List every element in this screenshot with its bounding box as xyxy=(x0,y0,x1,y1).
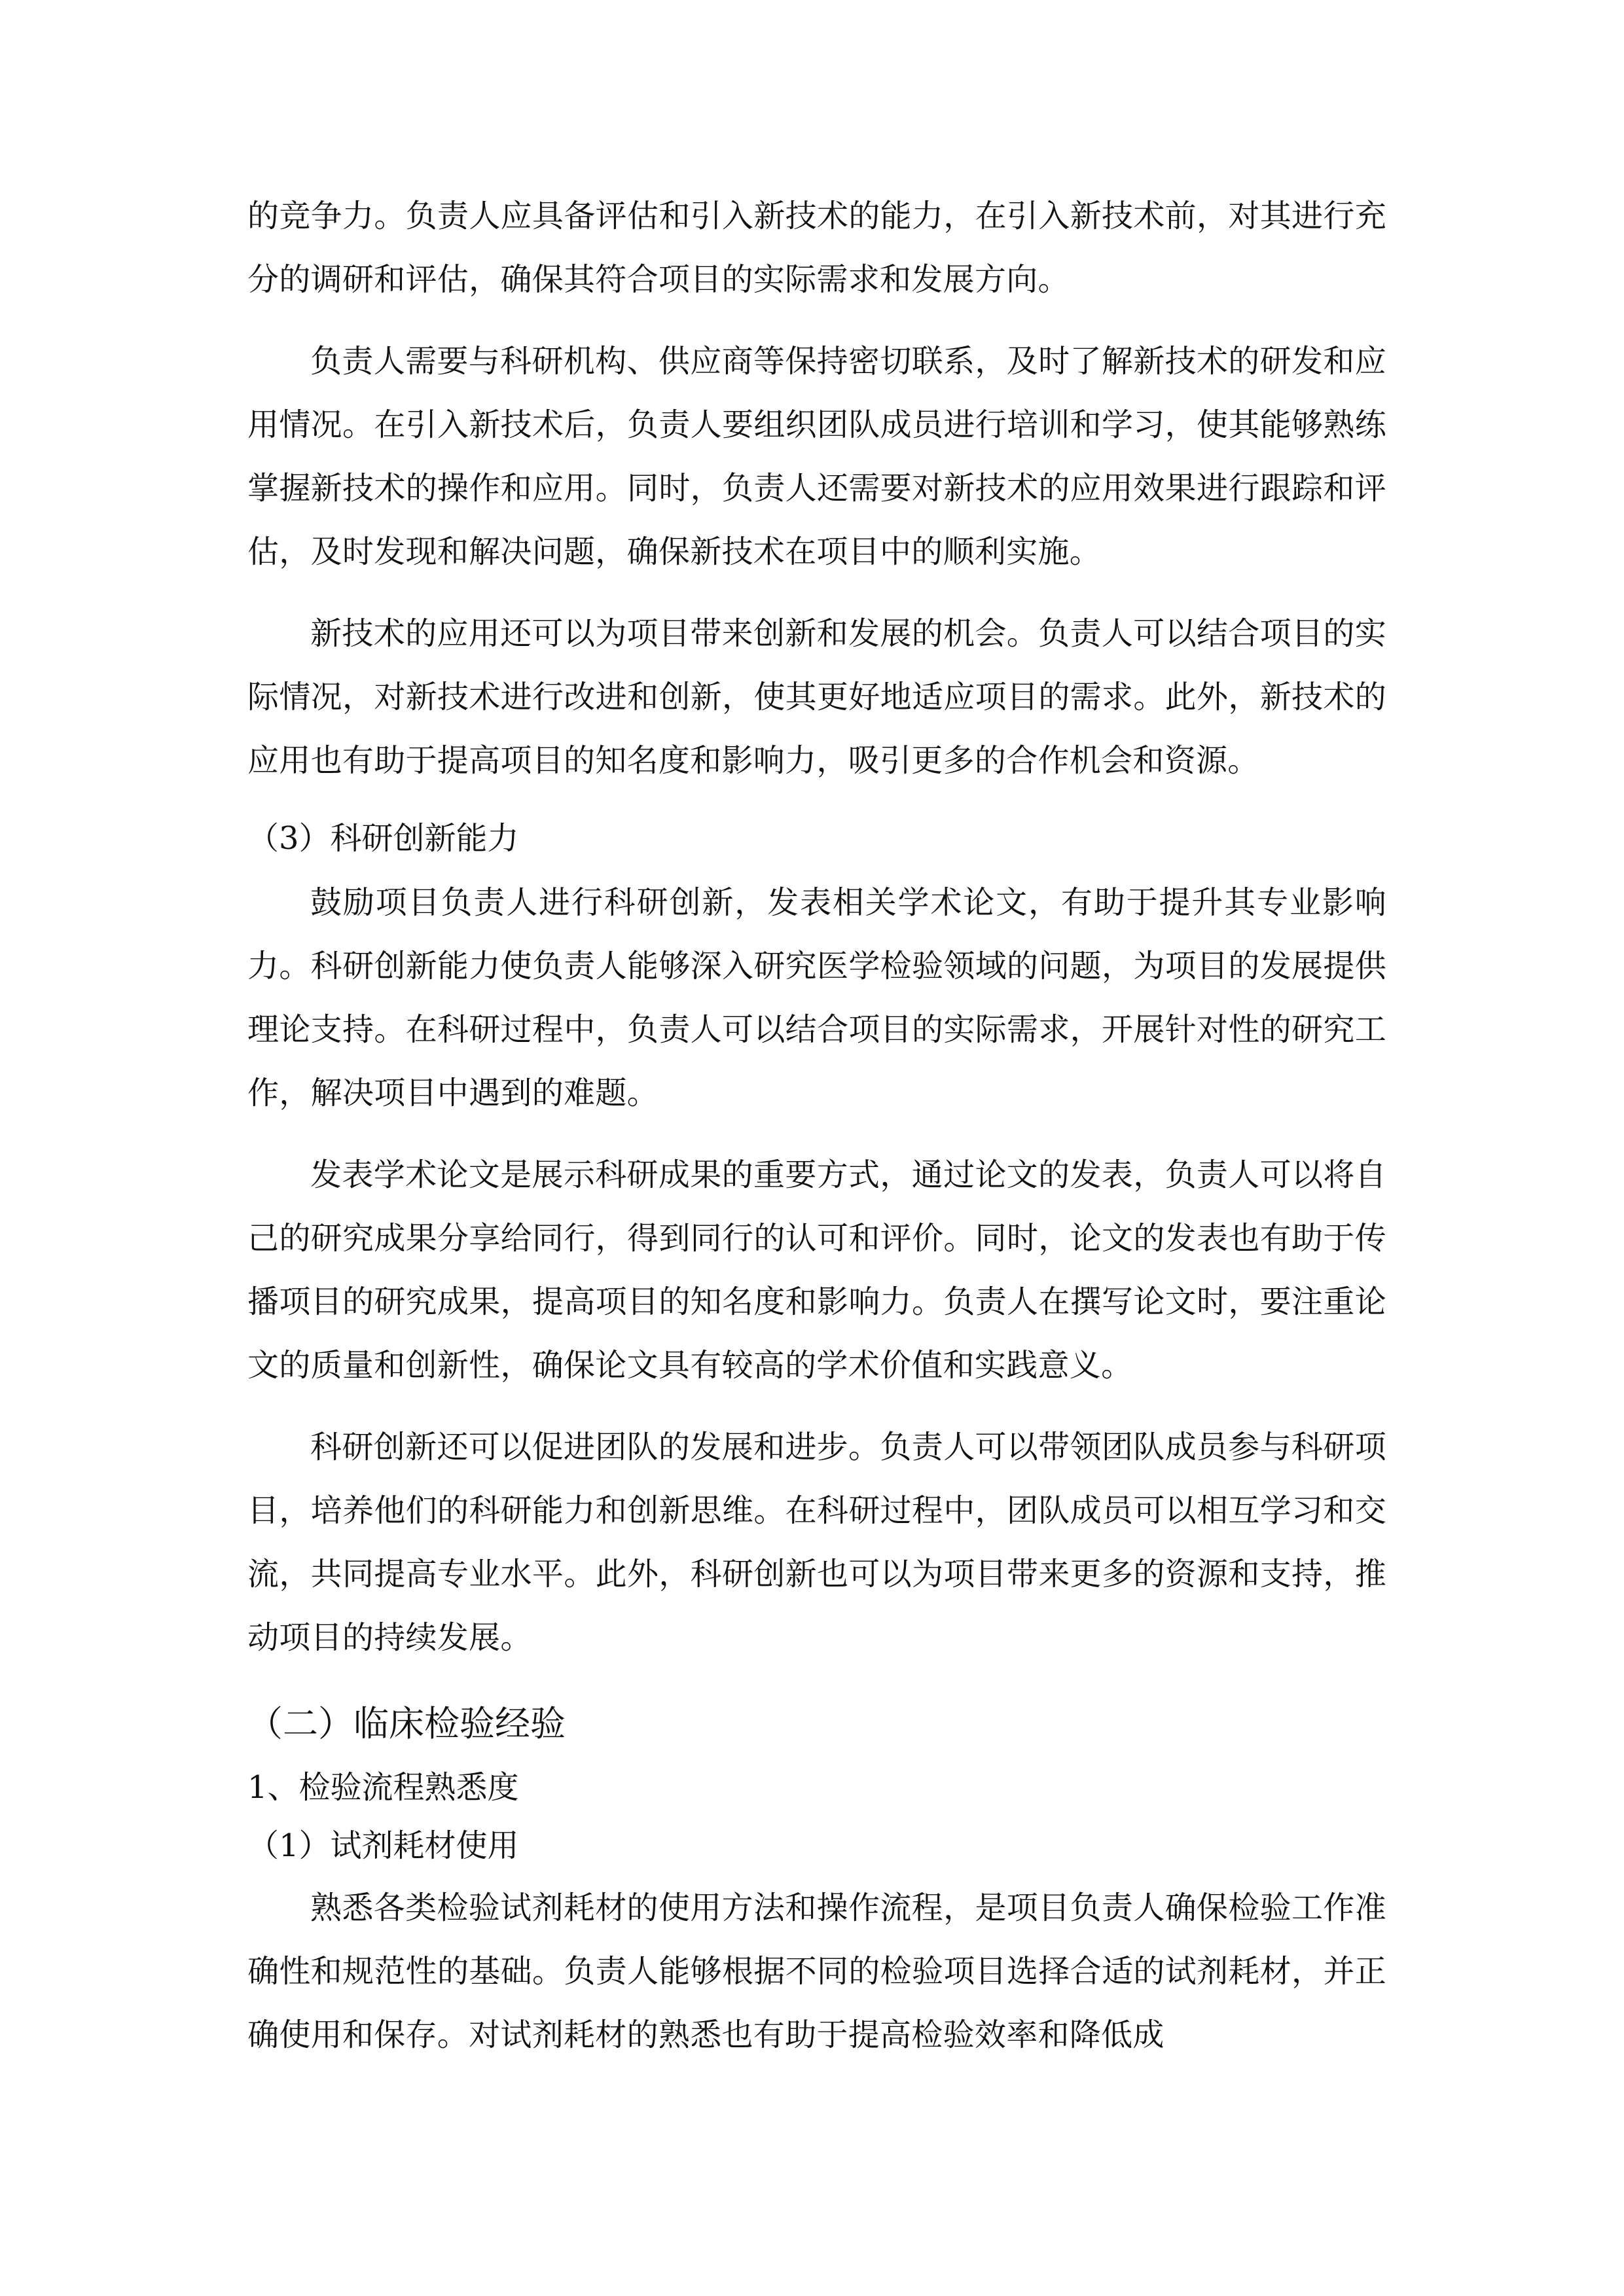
paragraph-new-tech-intro: 的竞争力。负责人应具备评估和引入新技术的能力，在引入新技术前，对其进行充分的调研和评估，确保其符合项目的实际需求和发展方向。 xyxy=(247,198,1386,298)
paragraph-reagent-usage: 熟悉各类检验试剂耗材的使用方法和操作流程，是项目负责人确保检验工作准确性和规范性的基础。负责人能够根据不同的检验项目选择合适的试剂耗材，并正确使用和保存。对试剂耗材的熟悉也有助于提高检验效率和降低成 xyxy=(247,1890,1386,2053)
paragraph-academic-papers: 发表学术论文是展示科研成果的重要方式，通过论文的发表，负责人可以将自己的研究成果分享给同行，得到同行的认可和评价。同时，论文的发表也有助于传播项目的研究成果，提高项目的知名度和影响力。负责人在撰写论文时，要注重论文的质量和创新性，确保论文具有较高的学术价值和实践意义。 xyxy=(247,1157,1386,1384)
section-heading-clinical-experience: （二）临床检验经验 xyxy=(247,1703,566,1744)
document-page xyxy=(247,185,1386,2067)
paragraph-research-encourage: 鼓励项目负责人进行科研创新，发表相关学术论文，有助于提升其专业影响力。科研创新能力使负责人能够深入研究医学检验领域的问题，为项目的发展提供理论支持。在科研过程中，负责人可以结合项目的实际需求，开展针对性的研究工作，解决项目中遇到的难题。 xyxy=(247,884,1386,1111)
subheading-research-innovation: （3）科研创新能力 xyxy=(247,820,519,857)
paragraph-new-tech-contact: 负责人需要与科研机构、供应商等保持密切联系，及时了解新技术的研发和应用情况。在引入新技术后，负责人要组织团队成员进行培训和学习，使其能够熟练掌握新技术的操作和应用。同时，负责人还需要对新技术的应用效果进行跟踪和评估，及时发现和解决问题，确保新技术在项目中的顺利实施。 xyxy=(247,343,1386,570)
item-heading-process-familiarity: 1、检验流程熟悉度 xyxy=(247,1769,519,1806)
paragraph-team-development: 科研创新还可以促进团队的发展和进步。负责人可以带领团队成员参与科研项目，培养他们的科研能力和创新思维。在科研过程中，团队成员可以相互学习和交流，共同提高专业水平。此外，科研创新也可以为项目带来更多的资源和支持，推动项目的持续发展。 xyxy=(247,1429,1386,1656)
item-heading-reagent-usage: （1）试剂耗材使用 xyxy=(247,1827,519,1864)
paragraph-new-tech-innovation: 新技术的应用还可以为项目带来创新和发展的机会。负责人可以结合项目的实际情况，对新技术进行改进和创新，使其更好地适应项目的需求。此外，新技术的应用也有助于提高项目的知名度和影响力，吸引更多的合作机会和资源。 xyxy=(247,615,1386,779)
